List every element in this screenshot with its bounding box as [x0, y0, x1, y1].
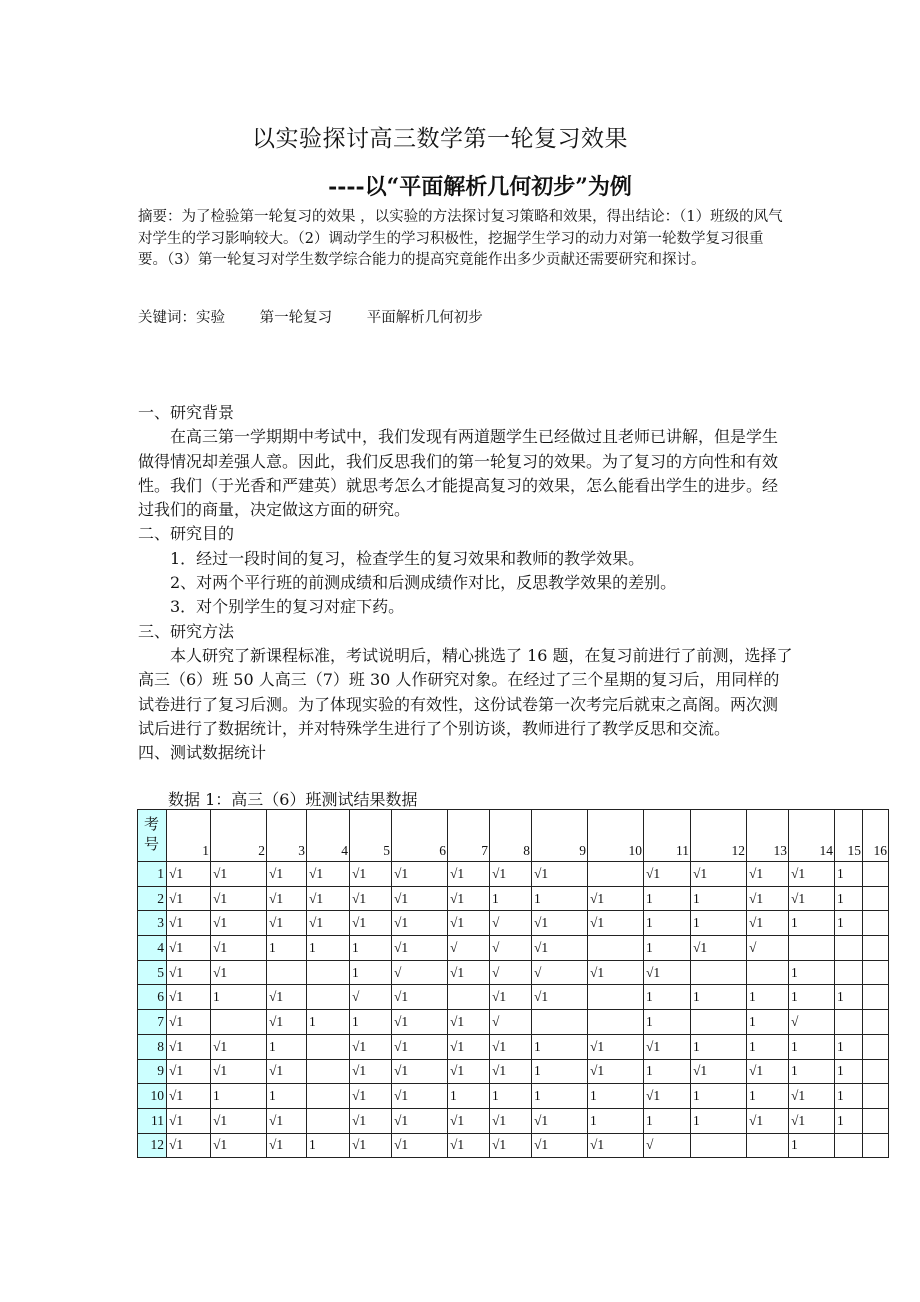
table-cell: 1 — [835, 985, 863, 1010]
table-cell: √1 — [392, 886, 448, 911]
table-cell: 1 — [350, 936, 392, 961]
table-cell — [863, 1108, 889, 1133]
table-cell: 1 — [835, 1034, 863, 1059]
table-cell: √1 — [267, 1059, 307, 1084]
row-exam-number: 12 — [138, 1133, 167, 1158]
table-row — [138, 936, 889, 961]
column-header: 3 — [267, 810, 307, 862]
keywords — [138, 306, 513, 327]
table-cell: √1 — [691, 862, 747, 887]
table-cell — [835, 960, 863, 985]
table-cell: √1 — [267, 886, 307, 911]
table-cell: 1 — [789, 911, 835, 936]
table-cell: √1 — [392, 1108, 448, 1133]
table-caption: 数据 1：高三（6）班测试结果数据 — [168, 790, 418, 809]
table-cell: √1 — [747, 886, 789, 911]
table-cell: √1 — [167, 911, 211, 936]
section-1 — [138, 401, 793, 765]
table-cell — [588, 1010, 644, 1035]
section-2-item-2: 2、对两个平行班的前测成绩和后测成绩作对比，反思教学效果的差别。 — [170, 573, 677, 593]
table-cell: √1 — [392, 936, 448, 961]
row-exam-number: 8 — [138, 1034, 167, 1059]
table-cell: 1 — [835, 1084, 863, 1109]
table-cell: 1 — [644, 1010, 691, 1035]
table-cell: 1 — [747, 1084, 789, 1109]
table-cell — [835, 936, 863, 961]
table-row — [138, 1133, 889, 1158]
table-row — [138, 1034, 889, 1059]
table-cell: 1 — [267, 936, 307, 961]
table-cell: √ — [448, 936, 490, 961]
table-cell — [211, 1010, 267, 1035]
table-cell: √1 — [167, 1133, 211, 1158]
table-cell: 1 — [789, 960, 835, 985]
table-cell: 1 — [490, 886, 532, 911]
column-header: 1 — [167, 810, 211, 862]
table-cell — [691, 1133, 747, 1158]
column-header: 8 — [490, 810, 532, 862]
table-cell: 1 — [350, 1010, 392, 1035]
row-exam-number: 4 — [138, 936, 167, 961]
table-cell: √1 — [167, 1059, 211, 1084]
column-header: 5 — [350, 810, 392, 862]
table-cell: 1 — [644, 985, 691, 1010]
table-cell: 1 — [644, 1108, 691, 1133]
table-cell: √ — [392, 960, 448, 985]
table-cell: √1 — [211, 1059, 267, 1084]
table-cell: √1 — [392, 985, 448, 1010]
table-cell: 1 — [644, 936, 691, 961]
table-cell: √1 — [789, 886, 835, 911]
table-cell: √1 — [747, 1059, 789, 1084]
table-cell: √1 — [392, 1010, 448, 1035]
table-cell: 1 — [835, 886, 863, 911]
table-cell: √1 — [211, 1133, 267, 1158]
table-cell: √1 — [167, 936, 211, 961]
table-cell — [863, 862, 889, 887]
table-cell: √1 — [167, 862, 211, 887]
table-cell — [863, 886, 889, 911]
table-cell: √1 — [350, 1108, 392, 1133]
table-cell: √ — [490, 1010, 532, 1035]
table-cell: √1 — [392, 1084, 448, 1109]
table-cell: √1 — [392, 1034, 448, 1059]
table-cell: √1 — [448, 960, 490, 985]
table-cell: 1 — [588, 1084, 644, 1109]
section-2-item-1: 1．经过一段时间的复习，检查学生的复习效果和教师的教学效果。 — [170, 548, 645, 568]
table-cell: √1 — [167, 985, 211, 1010]
table-cell — [789, 936, 835, 961]
table-cell: √1 — [532, 1108, 588, 1133]
table-cell: √ — [532, 960, 588, 985]
table-cell: √1 — [490, 1108, 532, 1133]
table-cell: √1 — [350, 886, 392, 911]
table-cell: √1 — [588, 1034, 644, 1059]
table-cell: √1 — [392, 862, 448, 887]
table-cell — [863, 1059, 889, 1084]
table-row — [138, 985, 889, 1010]
table-cell: √ — [490, 911, 532, 936]
table-cell — [835, 1133, 863, 1158]
table-row — [138, 886, 889, 911]
paper-subtitle: ----以“平面解析几何初步”为例 — [328, 174, 632, 200]
table-cell: 1 — [691, 1108, 747, 1133]
table-cell: √1 — [448, 862, 490, 887]
table-cell: √1 — [350, 1084, 392, 1109]
row-exam-number: 6 — [138, 985, 167, 1010]
table-cell: 1 — [211, 985, 267, 1010]
table-cell: √ — [350, 985, 392, 1010]
table-cell: √1 — [167, 1010, 211, 1035]
table-cell: √1 — [267, 1108, 307, 1133]
column-header: 9 — [532, 810, 588, 862]
section-3-heading: 三、研究方法 — [138, 621, 235, 641]
column-header: 12 — [691, 810, 747, 862]
row-exam-number: 1 — [138, 862, 167, 887]
table-cell: 1 — [448, 1084, 490, 1109]
section-1-heading: 一、研究背景 — [138, 403, 235, 422]
table-cell — [267, 960, 307, 985]
paper-title: 以实验探讨高三数学第一轮复习效果 — [252, 126, 628, 152]
table-cell — [532, 1010, 588, 1035]
table-cell — [747, 1133, 789, 1158]
table-cell: √1 — [532, 936, 588, 961]
table-cell — [863, 1084, 889, 1109]
table-cell: √1 — [691, 1059, 747, 1084]
table-cell: √1 — [350, 1034, 392, 1059]
table-cell: √1 — [448, 1059, 490, 1084]
table-cell: √ — [490, 936, 532, 961]
table-cell: 1 — [789, 1133, 835, 1158]
table-row — [138, 1010, 889, 1035]
table-cell: 1 — [267, 1034, 307, 1059]
table-cell: √1 — [448, 1010, 490, 1035]
table-header-row — [138, 810, 889, 862]
table-cell: 1 — [211, 1084, 267, 1109]
table-cell: √1 — [211, 886, 267, 911]
table-cell: √1 — [307, 886, 350, 911]
table-cell: √1 — [789, 862, 835, 887]
table-cell — [307, 1059, 350, 1084]
table-cell: 1 — [691, 886, 747, 911]
column-header: 14 — [789, 810, 835, 862]
table-cell: √1 — [588, 911, 644, 936]
table-cell: 1 — [835, 911, 863, 936]
column-header: 10 — [588, 810, 644, 862]
table-cell: √1 — [350, 1059, 392, 1084]
column-header: 13 — [747, 810, 789, 862]
table-cell: √1 — [167, 886, 211, 911]
section-2-item-3: 3．对个别学生的复习对症下药。 — [170, 597, 405, 617]
table-cell: 1 — [644, 1059, 691, 1084]
column-header: 2 — [211, 810, 267, 862]
table-row — [138, 1059, 889, 1084]
table-cell: √1 — [392, 1059, 448, 1084]
table-cell: 1 — [644, 886, 691, 911]
table-cell: √1 — [588, 960, 644, 985]
abstract: 摘要：为了检验第一轮复习的效果 ，以实验的方法探讨复习策略和效果，得出结论：（1）班级的风气对学生的学习影响较大。（2）调动学生的学习积极性，挖掘学生学习的动力对第一轮数学复习很重要。（3）第一轮复习对学生数学综合能力的提高究竟能作出多少贡献还需要研究和探讨。 — [138, 209, 783, 268]
section-3-text: 本人研究了新课程标准，考试说明后，精心挑选了 16 题，在复习前进行了前测，选择了高三（6）班 50 人高三（7）班 30 人作研究对象。在经过了三个星期的复习后，用同样的试卷进行了复习后测。为了体现实验的有效性，这份试卷第一次考完后就束之高阁。两次测试后进行了数据统计，并对特殊学生进行了个别访谈，教师进行了教学反思和交流。 — [138, 645, 793, 738]
table-cell: √1 — [532, 1133, 588, 1158]
section-4-heading: 四、测试数据统计 — [138, 743, 267, 763]
table-cell: 1 — [789, 1059, 835, 1084]
table-cell: √1 — [644, 1084, 691, 1109]
column-header: 6 — [392, 810, 448, 862]
table-row — [138, 1108, 889, 1133]
table-cell — [691, 960, 747, 985]
table-cell — [863, 1034, 889, 1059]
table-cell: √1 — [588, 1059, 644, 1084]
row-exam-number: 10 — [138, 1084, 167, 1109]
table-cell: 1 — [307, 1010, 350, 1035]
table-row — [138, 1084, 889, 1109]
table-row — [138, 960, 889, 985]
table-cell: √1 — [167, 1108, 211, 1133]
table-cell: √1 — [532, 985, 588, 1010]
table-cell: 1 — [747, 1010, 789, 1035]
keyword-2: 第一轮复习 — [259, 310, 333, 326]
table-cell: √1 — [267, 911, 307, 936]
table-cell: √1 — [448, 1133, 490, 1158]
table-cell: 1 — [747, 1034, 789, 1059]
table-cell — [863, 1133, 889, 1158]
table-cell: √1 — [448, 1108, 490, 1133]
table-row — [138, 862, 889, 887]
table-cell: 1 — [532, 886, 588, 911]
table-cell: √1 — [747, 911, 789, 936]
table-cell: 1 — [835, 1059, 863, 1084]
table-cell: √1 — [448, 886, 490, 911]
table-cell: √1 — [211, 1108, 267, 1133]
table-cell: √1 — [267, 1010, 307, 1035]
column-header: 4 — [307, 810, 350, 862]
table-cell — [835, 1010, 863, 1035]
table-row — [138, 911, 889, 936]
table-cell — [588, 862, 644, 887]
table-cell: √1 — [167, 960, 211, 985]
table-cell: √1 — [211, 862, 267, 887]
table-cell — [691, 1010, 747, 1035]
table-cell: √1 — [392, 911, 448, 936]
table-cell: √1 — [307, 862, 350, 887]
table-cell — [863, 960, 889, 985]
table-cell: √1 — [490, 1059, 532, 1084]
table-cell — [307, 1084, 350, 1109]
table-cell — [588, 985, 644, 1010]
row-exam-number: 9 — [138, 1059, 167, 1084]
row-exam-number: 3 — [138, 911, 167, 936]
table-cell: √1 — [167, 1034, 211, 1059]
table-cell — [588, 936, 644, 961]
table-cell: √1 — [350, 862, 392, 887]
table-cell: √1 — [747, 1108, 789, 1133]
table-cell: 1 — [307, 936, 350, 961]
table-cell: √1 — [588, 1133, 644, 1158]
table-cell: √1 — [490, 985, 532, 1010]
table-cell: √1 — [448, 911, 490, 936]
column-header: 7 — [448, 810, 490, 862]
table-cell: √1 — [789, 1084, 835, 1109]
table-cell: √1 — [211, 911, 267, 936]
table-cell: √1 — [350, 1133, 392, 1158]
table-cell: 1 — [350, 960, 392, 985]
table-cell: √1 — [350, 911, 392, 936]
section-1-text: 在高三第一学期期中考试中，我们发现有两道题学生已经做过且老师已讲解，但是学生做得情况却差强人意。因此，我们反思我们的第一轮复习的效果。为了复习的方向性和有效性。我们（于光香和严建英）就思考怎么才能提高复习的效果，怎么能看出学生的进步。经过我们的商量，决定做这方面的研究。 — [138, 427, 779, 520]
table-cell: √1 — [211, 1034, 267, 1059]
table-cell: √1 — [588, 886, 644, 911]
table-cell: 1 — [532, 1084, 588, 1109]
row-exam-number: 2 — [138, 886, 167, 911]
table-cell: √1 — [532, 862, 588, 887]
table-cell — [863, 911, 889, 936]
table-cell: √1 — [167, 1084, 211, 1109]
table-cell: √1 — [691, 936, 747, 961]
table-cell: √ — [644, 1133, 691, 1158]
table-cell: 1 — [691, 1034, 747, 1059]
table-cell: 1 — [490, 1084, 532, 1109]
header-exam-number: 考 号 — [138, 810, 167, 862]
table-cell: √1 — [490, 1034, 532, 1059]
table-cell: √1 — [747, 862, 789, 887]
table-cell: √ — [747, 936, 789, 961]
table-cell: 1 — [691, 985, 747, 1010]
table-cell: √1 — [789, 1108, 835, 1133]
table-cell: 1 — [747, 985, 789, 1010]
table-cell — [863, 1010, 889, 1035]
row-exam-number: 5 — [138, 960, 167, 985]
table-cell: √1 — [267, 985, 307, 1010]
table-cell: √1 — [211, 936, 267, 961]
table-cell: 1 — [532, 1034, 588, 1059]
table-cell: 1 — [835, 1108, 863, 1133]
table-cell: √ — [490, 960, 532, 985]
table-cell — [307, 1108, 350, 1133]
table-cell — [747, 960, 789, 985]
table-cell — [448, 985, 490, 1010]
column-header: 16 — [863, 810, 889, 862]
table-cell: √1 — [532, 911, 588, 936]
table-cell: 1 — [532, 1059, 588, 1084]
table-cell: 1 — [789, 1034, 835, 1059]
row-exam-number: 11 — [138, 1108, 167, 1133]
table-cell: √1 — [267, 862, 307, 887]
table-cell: 1 — [644, 911, 691, 936]
table-cell — [863, 936, 889, 961]
table-cell: √1 — [267, 1133, 307, 1158]
table-cell: √1 — [392, 1133, 448, 1158]
table-cell: 1 — [588, 1108, 644, 1133]
keyword-label: 关键词：实验 — [138, 310, 225, 326]
table-cell: √1 — [490, 1133, 532, 1158]
column-header: 11 — [644, 810, 691, 862]
column-header: 15 — [835, 810, 863, 862]
table-cell: 1 — [267, 1084, 307, 1109]
table-cell: 1 — [691, 1084, 747, 1109]
table-cell — [307, 960, 350, 985]
row-exam-number: 7 — [138, 1010, 167, 1035]
table-cell: √1 — [307, 911, 350, 936]
section-2-heading: 二、研究目的 — [138, 524, 235, 544]
table-cell: 1 — [789, 985, 835, 1010]
table-cell: √1 — [490, 862, 532, 887]
keyword-3: 平面解析几何初步 — [366, 310, 483, 326]
table-cell — [307, 1034, 350, 1059]
test-results-table — [137, 809, 889, 1158]
table-cell: √1 — [644, 862, 691, 887]
table-cell: 1 — [835, 862, 863, 887]
table-cell: √1 — [644, 960, 691, 985]
table-cell — [307, 985, 350, 1010]
table-cell: √1 — [448, 1034, 490, 1059]
table-cell: √1 — [644, 1034, 691, 1059]
table-cell: 1 — [307, 1133, 350, 1158]
table-cell: √1 — [211, 960, 267, 985]
table-cell: √ — [789, 1010, 835, 1035]
table-cell: 1 — [691, 911, 747, 936]
table-cell — [863, 985, 889, 1010]
